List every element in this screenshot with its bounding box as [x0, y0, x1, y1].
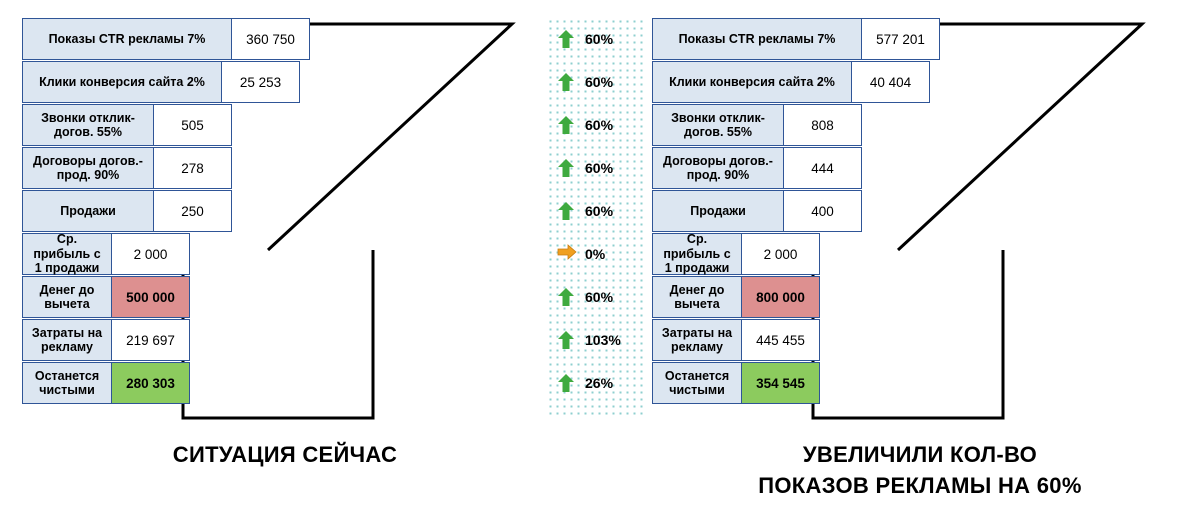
row-label: Договоры догов.-прод. 90%: [22, 147, 154, 189]
delta-value: 60%: [585, 289, 614, 305]
delta-value: 26%: [585, 375, 614, 391]
row-label: Ср. прибыль с 1 продажи: [22, 233, 112, 275]
row-label: Показы CTR рекламы 7%: [22, 18, 232, 60]
row-label: Денег до вычета: [652, 276, 742, 318]
row-label: Клики конверсия сайта 2%: [652, 61, 852, 103]
delta-row: [547, 104, 646, 146]
table-row: [22, 319, 542, 361]
row-value: 278: [154, 147, 232, 189]
row-value: 445 455: [742, 319, 820, 361]
table-row: [652, 104, 1172, 146]
table-row: [652, 147, 1172, 189]
right-caption-line-1: УВЕЛИЧИЛИ КОЛ-ВО: [802, 442, 1038, 467]
table-row: [652, 190, 1172, 232]
row-label: Продажи: [22, 190, 154, 232]
arrow-up-green-icon: [557, 287, 575, 307]
row-label: Продажи: [652, 190, 784, 232]
table-row: [652, 276, 1172, 318]
row-label: Договоры догов.-прод. 90%: [652, 147, 784, 189]
row-value: 2 000: [742, 233, 820, 275]
arrow-up-green-icon: [557, 373, 575, 393]
row-label: Останется чистыми: [652, 362, 742, 404]
row-value: 505: [154, 104, 232, 146]
delta-value: 60%: [585, 74, 614, 90]
row-value: 577 201: [862, 18, 940, 60]
row-value: 808: [784, 104, 862, 146]
row-value: 360 750: [232, 18, 310, 60]
arrow-right-orange-icon: [557, 244, 575, 264]
row-value: 25 253: [222, 61, 300, 103]
table-row: [22, 104, 542, 146]
delta-column: [546, 18, 646, 418]
row-label: Денег до вычета: [22, 276, 112, 318]
right-funnel-rows: [652, 18, 1172, 404]
row-value: 219 697: [112, 319, 190, 361]
delta-row: [547, 18, 646, 60]
table-row: [22, 276, 542, 318]
left-funnel-table: [22, 18, 542, 405]
delta-row: [547, 276, 646, 318]
row-label: Звонки отклик-догов. 55%: [22, 104, 154, 146]
arrow-up-green-icon: [557, 72, 575, 92]
left-funnel-rows: [22, 18, 542, 404]
row-value: 400: [784, 190, 862, 232]
right-funnel-caption: [660, 440, 1180, 502]
row-label: Ср. прибыль с 1 продажи: [652, 233, 742, 275]
delta-value: 0%: [585, 246, 606, 262]
arrow-up-green-icon: [557, 158, 575, 178]
row-value: 444: [784, 147, 862, 189]
table-row: [22, 362, 542, 404]
table-row: [652, 233, 1172, 275]
delta-row: [547, 319, 646, 361]
row-value: 40 404: [852, 61, 930, 103]
table-row: [22, 18, 542, 60]
row-label: Затраты на рекламу: [22, 319, 112, 361]
row-label: Клики конверсия сайта 2%: [22, 61, 222, 103]
delta-row: [547, 233, 646, 275]
row-label: Звонки отклик-догов. 55%: [652, 104, 784, 146]
delta-value: 103%: [585, 332, 621, 348]
table-row: [652, 362, 1172, 404]
row-value-highlight: 500 000: [112, 276, 190, 318]
row-value-highlight: 354 545: [742, 362, 820, 404]
right-caption-line-2: ПОКАЗОВ РЕКЛАМЫ НА 60%: [758, 472, 1082, 498]
table-row: [22, 147, 542, 189]
delta-row: [547, 190, 646, 232]
row-value: 2 000: [112, 233, 190, 275]
row-value-highlight: 280 303: [112, 362, 190, 404]
arrow-up-green-icon: [557, 201, 575, 221]
delta-value: 60%: [585, 203, 614, 219]
row-value: 250: [154, 190, 232, 232]
left-funnel-caption: СИТУАЦИЯ СЕЙЧАС: [172, 442, 398, 467]
delta-value: 60%: [585, 31, 614, 47]
right-funnel-table: [652, 18, 1172, 405]
table-row: [22, 61, 542, 103]
row-label: Останется чистыми: [22, 362, 112, 404]
row-value-highlight: 800 000: [742, 276, 820, 318]
row-label: Показы CTR рекламы 7%: [652, 18, 862, 60]
delta-row: [547, 61, 646, 103]
delta-value: 60%: [585, 160, 614, 176]
table-row: [652, 18, 1172, 60]
table-row: [22, 233, 542, 275]
table-row: [652, 319, 1172, 361]
delta-row: [547, 147, 646, 189]
delta-value: 60%: [585, 117, 614, 133]
row-label: Затраты на рекламу: [652, 319, 742, 361]
table-row: [22, 190, 542, 232]
arrow-up-green-icon: [557, 29, 575, 49]
arrow-up-green-icon: [557, 115, 575, 135]
delta-row: [547, 362, 646, 404]
arrow-up-green-icon: [557, 330, 575, 350]
table-row: [652, 61, 1172, 103]
